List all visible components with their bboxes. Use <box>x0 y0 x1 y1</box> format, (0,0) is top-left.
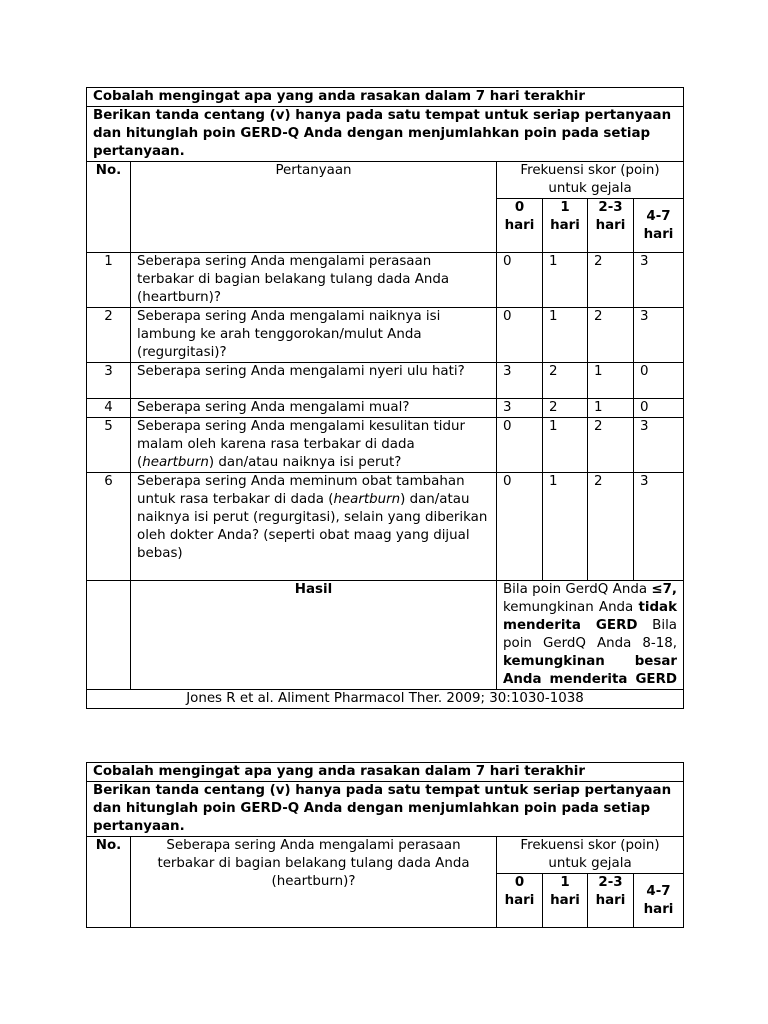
table-title: Cobalah mengingat apa yang anda rasakan dalam 7 hari terakhir <box>87 88 684 107</box>
question-text: Seberapa sering Anda mengalami nyeri ulu hati? <box>131 363 497 399</box>
column-header-day-2-3: 2-3 hari <box>588 874 634 928</box>
column-header-frequency: Frekuensi skor (poin) untuk gejala <box>497 837 684 874</box>
question-text: Seberapa sering Anda mengalami mual? <box>131 399 497 418</box>
table-instruction: Berikan tanda centang (v) hanya pada satu tempat untuk seriap pertanyaan dan hitunglah poin GERD-Q Anda dengan menjumlahkan poin pada setiap pertanyaan. <box>87 107 684 162</box>
row-number: 1 <box>87 253 131 308</box>
column-header-day-1: 1 hari <box>543 874 588 928</box>
column-header-no: No. <box>87 162 131 253</box>
table-row <box>87 308 684 363</box>
column-header-day-0: 0 hari <box>497 874 543 928</box>
table-row <box>87 363 684 399</box>
reference-citation: Jones R et al. Aliment Pharmacol Ther. 2009; 30:1030-1038 <box>87 690 684 709</box>
column-header-no: No. <box>87 837 131 928</box>
table-row <box>87 473 684 581</box>
question-text: Seberapa sering Anda mengalami perasaan terbakar di bagian belakang tulang dada Anda (heartburn)? <box>131 837 497 928</box>
result-row <box>87 581 684 690</box>
row-number: 6 <box>87 473 131 581</box>
gerdq-table <box>86 87 684 709</box>
table-row <box>87 253 684 308</box>
score-cell[interactable]: 3 <box>634 308 684 363</box>
score-cell[interactable]: 0 <box>634 363 684 399</box>
score-cell[interactable]: 1 <box>543 253 588 308</box>
score-cell[interactable]: 2 <box>588 473 634 581</box>
question-text: Seberapa sering Anda mengalami naiknya isi lambung ke arah tenggorokan/mulut Anda (regurgitasi)? <box>131 308 497 363</box>
score-cell[interactable]: 3 <box>497 363 543 399</box>
question-text: Seberapa sering Anda mengalami perasaan terbakar di bagian belakang tulang dada Anda (heartburn)? <box>131 253 497 308</box>
score-cell[interactable]: 2 <box>543 363 588 399</box>
score-cell[interactable]: 0 <box>634 399 684 418</box>
score-cell[interactable]: 3 <box>497 399 543 418</box>
score-cell[interactable]: 1 <box>543 418 588 473</box>
table-instruction: Berikan tanda centang (v) hanya pada satu tempat untuk seriap pertanyaan dan hitunglah poin GERD-Q Anda dengan menjumlahkan poin pada setiap pertanyaan. <box>87 782 684 837</box>
score-cell[interactable]: 3 <box>634 253 684 308</box>
score-cell[interactable]: 3 <box>634 473 684 581</box>
column-header-question: Pertanyaan <box>131 162 497 253</box>
column-header-day-4-7: 4-7 hari <box>634 199 684 253</box>
result-label: Hasil <box>131 581 497 690</box>
score-cell[interactable]: 3 <box>634 418 684 473</box>
column-header-day-0: 0 hari <box>497 199 543 253</box>
column-header-frequency: Frekuensi skor (poin) untuk gejala <box>497 162 684 199</box>
row-number: 5 <box>87 418 131 473</box>
score-cell[interactable]: 2 <box>588 253 634 308</box>
question-text: Seberapa sering Anda meminum obat tambahan untuk rasa terbakar di dada (heartburn) dan/atau naiknya isi perut (regurgitasi), selain yang diberikan oleh dokter Anda? (seperti obat maag yang dijual bebas) <box>131 473 497 581</box>
table-row <box>87 418 684 473</box>
score-cell[interactable]: 0 <box>497 418 543 473</box>
row-number: 3 <box>87 363 131 399</box>
score-cell[interactable]: 0 <box>497 473 543 581</box>
score-cell[interactable]: 2 <box>543 399 588 418</box>
table-row <box>87 399 684 418</box>
column-header-day-2-3: 2-3 hari <box>588 199 634 253</box>
question-text: Seberapa sering Anda mengalami kesulitan tidur malam oleh karena rasa terbakar di dada (heartburn) dan/atau naiknya isi perut? <box>131 418 497 473</box>
score-cell[interactable]: 1 <box>588 363 634 399</box>
score-cell[interactable]: 0 <box>497 253 543 308</box>
score-cell[interactable]: 0 <box>497 308 543 363</box>
table-title: Cobalah mengingat apa yang anda rasakan dalam 7 hari terakhir <box>87 763 684 782</box>
score-cell[interactable]: 1 <box>588 399 634 418</box>
column-header-day-1: 1 hari <box>543 199 588 253</box>
score-cell[interactable]: 2 <box>588 308 634 363</box>
result-blank-cell <box>87 581 131 690</box>
score-cell[interactable]: 1 <box>543 308 588 363</box>
row-number: 2 <box>87 308 131 363</box>
result-interpretation: Bila poin GerdQ Anda ≤7, kemungkinan Anda tidak menderita GERD Bila poin GerdQ Anda 8-18, kemungkinan besar Anda menderita GERD <box>497 581 684 690</box>
column-header-day-4-7: 4-7 hari <box>634 874 684 928</box>
score-cell[interactable]: 1 <box>543 473 588 581</box>
row-number: 4 <box>87 399 131 418</box>
score-cell[interactable]: 2 <box>588 418 634 473</box>
gerdq-table-2 <box>86 762 684 928</box>
